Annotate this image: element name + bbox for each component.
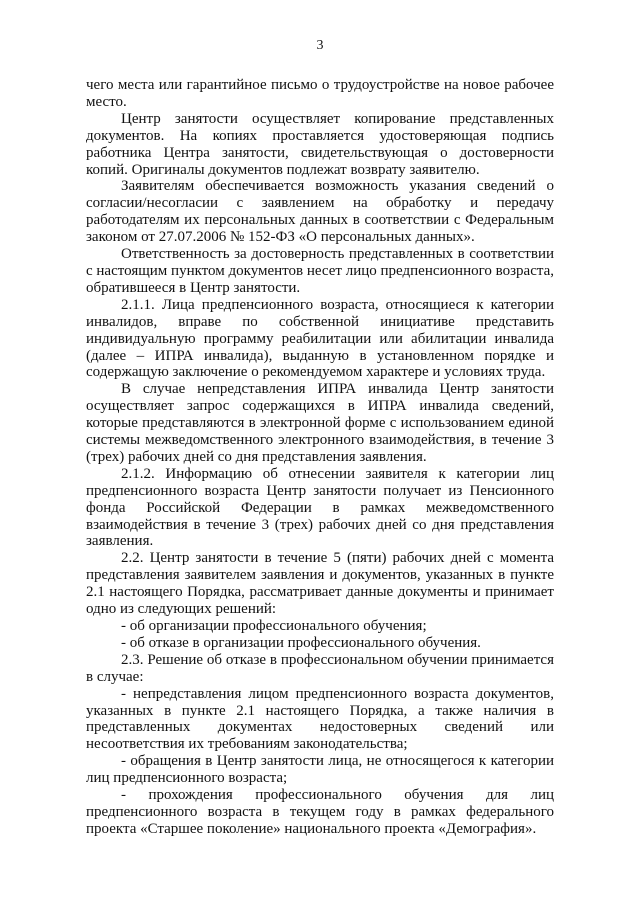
- list-item: - об организации профессионального обучения;: [121, 618, 427, 634]
- paragraph: чего места или гарантийное письмо о трудоустройстве на новое рабочее место.: [86, 77, 554, 110]
- paragraph: Ответственность за достоверность представленных в соответствии с настоящим пунктом документов несет лицо предпенсионного возраста, обратившееся в Центр занятости.: [86, 246, 554, 296]
- paragraph: 2.1.2. Информацию об отнесении заявителя к категории лиц предпенсионного возраста Центр занятости получает из Пенсионного фонда Российской Федерации в рамках межведомственного взаимодействия в течение 3 (трех) рабочих дней со дня представления заявления.: [86, 465, 554, 550]
- paragraph: 2.1.1. Лица предпенсионного возраста, относящиеся к категории инвалидов, вправе по собственной инициативе представить индивидуальную программу реабилитации или абилитации инвалида (далее – ИПРА инвалида), выданную в установленном порядке и содержащую заключение о рекомендуемом характере и условиях труда.: [86, 296, 554, 381]
- paragraph: Заявителям обеспечивается возможность указания сведений о согласии/несогласии с заявлением на обработку и передачу работодателям их персональных данных в соответствии с Федеральным законом от 27.07.2006 № 152-ФЗ «О персональных данных».: [86, 178, 554, 246]
- paragraph: В случае непредставления ИПРА инвалида Центр занятости осуществляет запрос содержащихся в ИПРА инвалида сведений, которые представляются в электронной форме с использованием единой системы межведомственного электронного взаимодействия, в течение 3 (трех) рабочих дней со дня представления заявления.: [86, 381, 554, 465]
- document-body: [86, 77, 554, 838]
- paragraph: Центр занятости осуществляет копирование представленных документов. На копиях проставляется удостоверяющая подпись работника Центра занятости, свидетельствующая о достоверности копий. Оригиналы документов подлежат возврату заявителю.: [86, 110, 554, 178]
- list-item: - непредставления лицом предпенсионного возраста документов, указанных в пункте 2.1 настоящего Порядка, а также наличия в представленных документах недостоверных сведений или несоответствия их требованиям законодательства;: [86, 685, 554, 753]
- list-item: - об отказе в организации профессионального обучения.: [121, 634, 481, 651]
- list-item: - прохождения профессионального обучения для лиц предпенсионного возраста в текущем году в рамках федерального проекта «Старшее поколение» национального проекта «Демография».: [86, 787, 554, 837]
- page-number: 3: [316, 38, 324, 53]
- paragraph: 2.3. Решение об отказе в профессиональном обучении принимается в случае:: [86, 651, 554, 685]
- list-item: - обращения в Центр занятости лица, не относящегося к категории лиц предпенсионного возраста;: [86, 753, 554, 787]
- paragraph: 2.2. Центр занятости в течение 5 (пяти) рабочих дней с момента представления заявителем заявления и документов, указанных в пункте 2.1 настоящего Порядка, рассматривает данные документы и принимает одно из следующих решений:: [86, 550, 554, 618]
